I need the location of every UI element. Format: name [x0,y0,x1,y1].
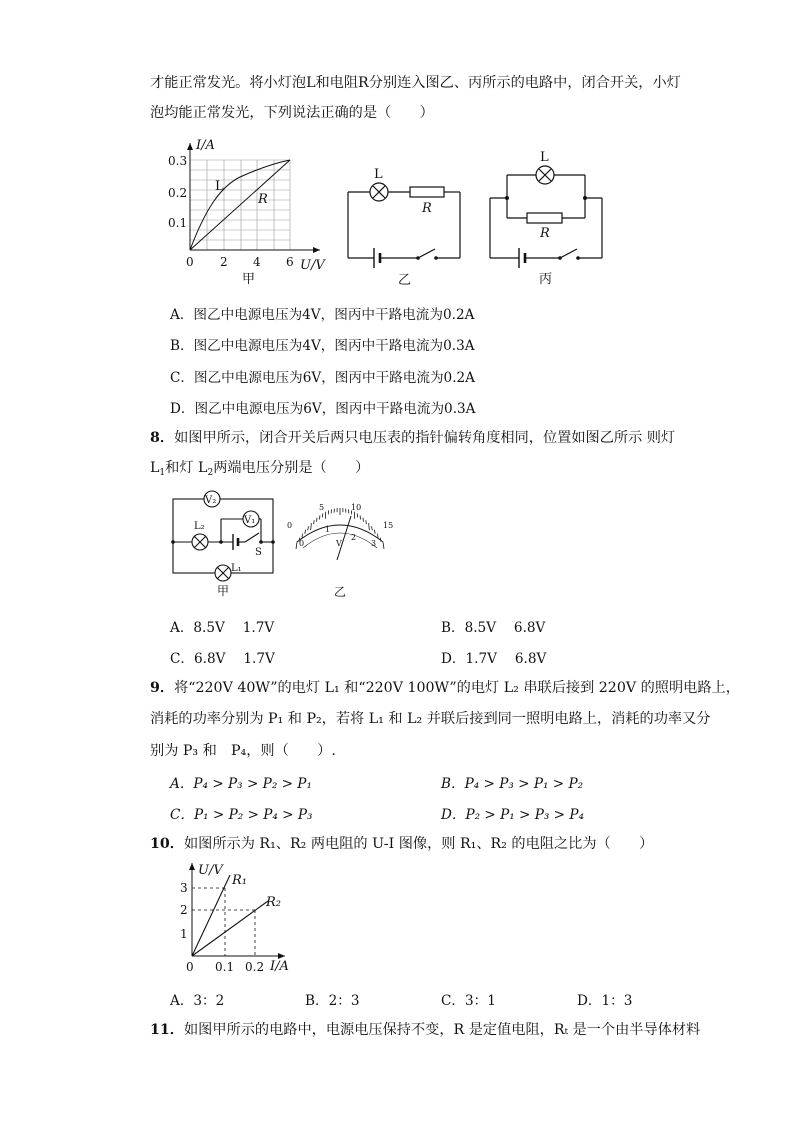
q8-meter-inner-tick: 0 [299,539,305,548]
q10-x-label: I/A [270,959,289,974]
q8-l1: L [150,460,160,476]
q8-switch-label: S [255,547,262,558]
q10-x-tick: 0.2 [245,960,265,974]
q8-meter-needle [337,516,351,560]
q8-question-line1 [150,427,675,447]
q10-x-tick: 0.1 [215,960,235,974]
q10-text: 如图所示为 R₁、R₂ 两电阻的 U-I 图像，则 R₁、R₂ 的电阻之比为（ ） [183,836,654,852]
meter-tick-mark [296,542,297,549]
q7-parallel-circuit [485,148,610,285]
q9-line2: 消耗的功率分别为 P₁ 和 P₂，若将 L₁ 和 L₂ 并联后接到同一照明电路上，消耗的功率又分 [150,711,711,727]
q9-question-line1 [150,677,740,697]
q8-text-line1: 如图甲所示，闭合开关后两只电压表的指针偏转角度相同，位置如图乙所示 则灯 [174,430,676,446]
meter-tick-mark [302,534,303,538]
q8-meter-outer-tick: 10 [351,503,362,512]
q8-meter-inner-tick: 2 [351,533,357,542]
q8-voltmeter-dial [285,500,400,600]
q7-x-tick: 4 [253,255,261,269]
q10-r2-line [192,901,268,956]
q10-r1-label: R₁ [232,873,247,888]
q8-meter-outer-tick: 5 [319,503,325,512]
q7-r-line [190,160,290,250]
q10-y-tick: 1 [180,927,188,941]
q10-y-tick: 3 [180,881,188,895]
q7-x-tick: 2 [220,255,228,269]
meter-tick-mark [314,520,315,524]
q7-option-c: C．图乙中电源电压为6V，图丙中干路电流为0.2A [170,370,475,386]
q10-y-tick: 2 [180,903,188,917]
q10-option-d: D．1：3 [577,993,633,1009]
q8-option-a: A．8.5V 1.7V [170,620,275,636]
q8-l1-label: L₁ [231,563,242,574]
q7-graph-caption: 甲 [242,272,256,287]
q9-option-d: D．P₂ > P₁ > P₃ > P₄ [441,807,584,823]
q8-option-d: D．1.7V 6.8V [441,651,547,667]
q7-series-resistor-label: R [422,201,432,216]
q10-ui-graph [170,858,310,978]
q10-option-b: B．2：3 [305,993,360,1009]
q11-text: 如图甲所示的电路中，电源电压保持不变，R 是定值电阻，Rₜ 是一个由半导体材料 [183,1022,701,1038]
q7-iu-graph [160,135,340,285]
q7-curve-l-label: L [215,179,224,194]
q8-option-c: C．6.8V 1.7V [170,651,275,667]
q8-voltmeter-circuit [165,487,280,599]
meter-tick-mark [317,518,318,522]
q7-intro-line1: 才能正常发光。将小灯泡L和电阻R分别连入图乙、丙所示的电路中，闭合开关，小灯 [150,75,681,91]
q10-question [150,833,653,853]
q7-y-tick: 0.2 [168,186,188,200]
q8-meter-outer-tick: 15 [383,521,394,530]
q9-number: 9． [150,680,175,696]
q9-option-a: A．P₄ > P₃ > P₂ > P₁ [170,776,312,792]
q7-series-lamp-label: L [374,167,383,182]
q7-x-tick: 0 [186,255,194,269]
q7-line-r-label: R [258,192,268,207]
q7-parallel-resistor-label: R [540,226,550,241]
q10-y-label: U/V [198,863,223,878]
q8-option-b: B．8.5V 6.8V [441,620,546,636]
q8-question-line2 [150,457,369,477]
meter-tick-mark [383,542,384,549]
q7-option-d: D．图乙中电源电压为6V，图丙中干路电流为0.3A [170,401,476,417]
q8-l2-label: L₂ [194,521,205,532]
meter-tick-mark [363,518,364,522]
q8-circuit-caption: 甲 [217,584,230,598]
q10-r1-line [192,875,230,956]
q7-parallel-lamp-label: L [540,150,549,165]
q10-x-tick: 0 [186,960,194,974]
q7-x-tick: 6 [286,255,294,269]
meter-tick-mark [369,523,370,530]
q7-y-label: I/A [196,138,215,153]
meter-tick-mark [305,530,306,534]
q8-l1-sub: 1 [159,468,166,478]
meter-tick-mark [377,534,378,538]
q8-meter-inner-tick: 3 [371,539,377,548]
q8-meter-unit: V [336,539,342,548]
q8-meter-inner-tick: 1 [325,525,331,534]
q7-series-caption: 乙 [398,273,412,288]
q9-option-b: B．P₄ > P₃ > P₁ > P₂ [441,776,584,792]
q8-text-end: 两端电压分别是（ ） [213,460,370,476]
q8-number: 8． [150,430,175,446]
q9-option-c: C．P₁ > P₂ > P₄ > P₃ [170,807,313,823]
q7-option-a: A．图乙中电源电压为4V，图丙中干路电流为0.2A [170,307,475,323]
meter-tick-mark [308,526,309,530]
q9-line3: 别为 P₃ 和 P₄，则（ ）. [150,743,336,759]
q8-meter-caption: 乙 [334,585,347,599]
q8-text-mid: 和灯 L [165,460,208,476]
q8-meter-outer-tick: 0 [287,521,293,530]
q10-number: 10． [150,836,184,852]
meter-tick-mark [374,530,375,534]
q10-r2-label: R₂ [266,895,281,910]
q7-x-label: U/V [300,258,325,273]
q8-v2-label: V₂ [205,495,217,506]
q9-line1: 将“220V 40W”的电灯 L₁ 和“220V 100W”的电灯 L₂ 串联后接到 220V 的照明电路上， [174,680,740,696]
q7-option-b: B．图乙中电源电压为4V，图丙中干路电流为0.3A [170,338,475,354]
q8-l2-sub: 2 [207,468,214,478]
q7-parallel-caption: 丙 [539,272,553,287]
q11-question [150,1019,700,1039]
q11-number: 11． [150,1022,184,1038]
q7-series-circuit [340,160,470,288]
q10-option-c: C．3：1 [441,993,496,1009]
q7-y-tick: 0.3 [168,154,188,168]
meter-tick-mark [366,520,367,524]
meter-tick-mark [311,523,312,530]
q10-option-a: A．3：2 [170,993,225,1009]
meter-tick-mark [372,526,373,530]
q7-y-tick: 0.1 [168,216,188,230]
q8-v1-label: V₁ [244,515,256,526]
q7-intro-line2: 泡均能正常发光，下列说法正确的是（ ） [150,105,434,121]
